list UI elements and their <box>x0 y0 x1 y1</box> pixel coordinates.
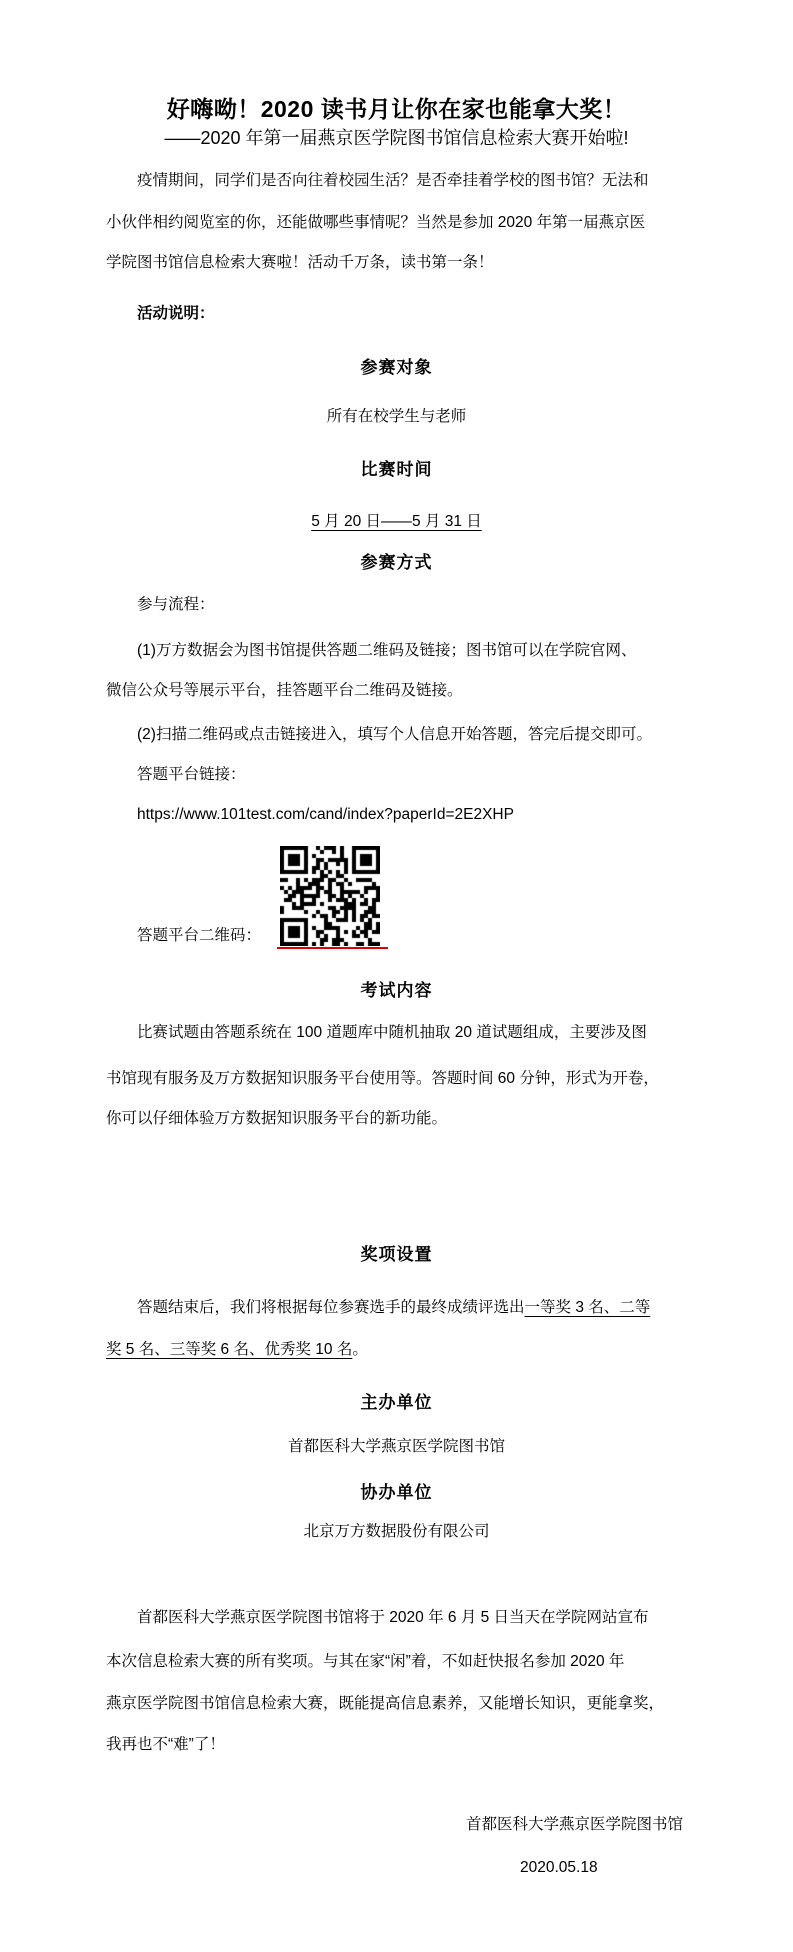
section-heading-participants: 参赛对象 <box>360 358 433 377</box>
section-heading-time: 比赛时间 <box>360 460 433 479</box>
closing-line-3: 燕京医学院图书馆信息检索大赛，既能提高信息素养，又能增长知识，更能拿奖， <box>106 1695 665 1712</box>
qr-code-label: 答题平台二维码： <box>137 927 262 944</box>
closing-line-1: 首都医科大学燕京医学院图书馆将于 2020 年 6 月 5 日当天在学院网站宣布 <box>137 1609 649 1626</box>
intro-line-2: 小伙伴相约阅览室的你，还能做哪些事情呢？当然是参加 2020 年第一届燕京医 <box>106 214 646 231</box>
qr-red-underline <box>277 947 388 949</box>
section-heading-exam-content: 考试内容 <box>360 981 433 1000</box>
section-heading-host: 主办单位 <box>360 1393 433 1412</box>
closing-line-4: 我再也不“难”了！ <box>106 1736 225 1753</box>
page-title: 好嗨呦！2020 读书月让你在家也能拿大奖！ <box>166 96 627 122</box>
awards-line-2 <box>106 1340 368 1360</box>
exam-content-line-1: 比赛试题由答题系统在 100 道题库中随机抽取 20 道试题组成，主要涉及图 <box>137 1024 647 1041</box>
exam-content-line-3: 你可以仔细体验万方数据知识服务平台的新功能。 <box>106 1110 448 1127</box>
participants-text: 所有在校学生与老师 <box>326 408 467 425</box>
answer-link-label: 答题平台链接： <box>137 766 246 783</box>
signature-date: 2020.05.18 <box>520 1859 598 1876</box>
awards-line-1 <box>137 1298 650 1318</box>
section-heading-method: 参赛方式 <box>360 553 433 572</box>
signature-org: 首都医科大学燕京医学院图书馆 <box>465 1816 683 1833</box>
exam-content-line-2: 书馆现有服务及万方数据知识服务平台使用等。答题时间 60 分钟，形式为开卷， <box>106 1070 659 1087</box>
step2-line: (2)扫描二维码或点击链接进入，填写个人信息开始答题，答完后提交即可。 <box>137 726 652 743</box>
step1-line-2: 微信公众号等展示平台，挂答题平台二维码及链接。 <box>106 682 463 699</box>
step1-line-1: (1)万方数据会为图书馆提供答题二维码及链接；图书馆可以在学院官网、 <box>137 642 637 659</box>
cohost-name: 北京万方数据股份有限公司 <box>303 1523 490 1540</box>
page-subtitle: ——2020 年第一届燕京医学院图书馆信息检索大赛开始啦! <box>164 128 629 148</box>
intro-line-3: 学院图书馆信息检索大赛啦！活动千万条，读书第一条！ <box>106 254 494 271</box>
answer-platform-qr-code <box>280 846 380 946</box>
host-name: 首都医科大学燕京医学院图书馆 <box>287 1438 505 1455</box>
intro-line-1: 疫情期间，同学们是否向往着校园生活？是否牵挂着学校的图书馆？无法和 <box>137 172 649 189</box>
awards-line-1-plain: 答题结束后，我们将根据每位参赛选手的最终成绩评选出 <box>137 1299 525 1316</box>
awards-line-2-underlined: 奖 5 名、三等奖 6 名、优秀奖 10 名 <box>106 1341 353 1358</box>
awards-line-2-period: 。 <box>352 1341 368 1358</box>
process-label: 参与流程： <box>137 596 215 613</box>
time-range-text: 5 月 20 日——5 月 31 日 <box>311 513 482 530</box>
answer-link-url[interactable]: https://www.101test.com/cand/index?paperId=2E2XHP <box>137 806 514 823</box>
awards-line-1-underlined: 一等奖 3 名、二等 <box>524 1299 651 1316</box>
section-heading-cohost: 协办单位 <box>360 1483 433 1502</box>
section-heading-awards: 奖项设置 <box>360 1245 433 1264</box>
activity-note-label: 活动说明： <box>137 305 215 322</box>
closing-line-2: 本次信息检索大赛的所有奖项。与其在家“闲”着，不如赶快报名参加 2020 年 <box>106 1653 625 1670</box>
